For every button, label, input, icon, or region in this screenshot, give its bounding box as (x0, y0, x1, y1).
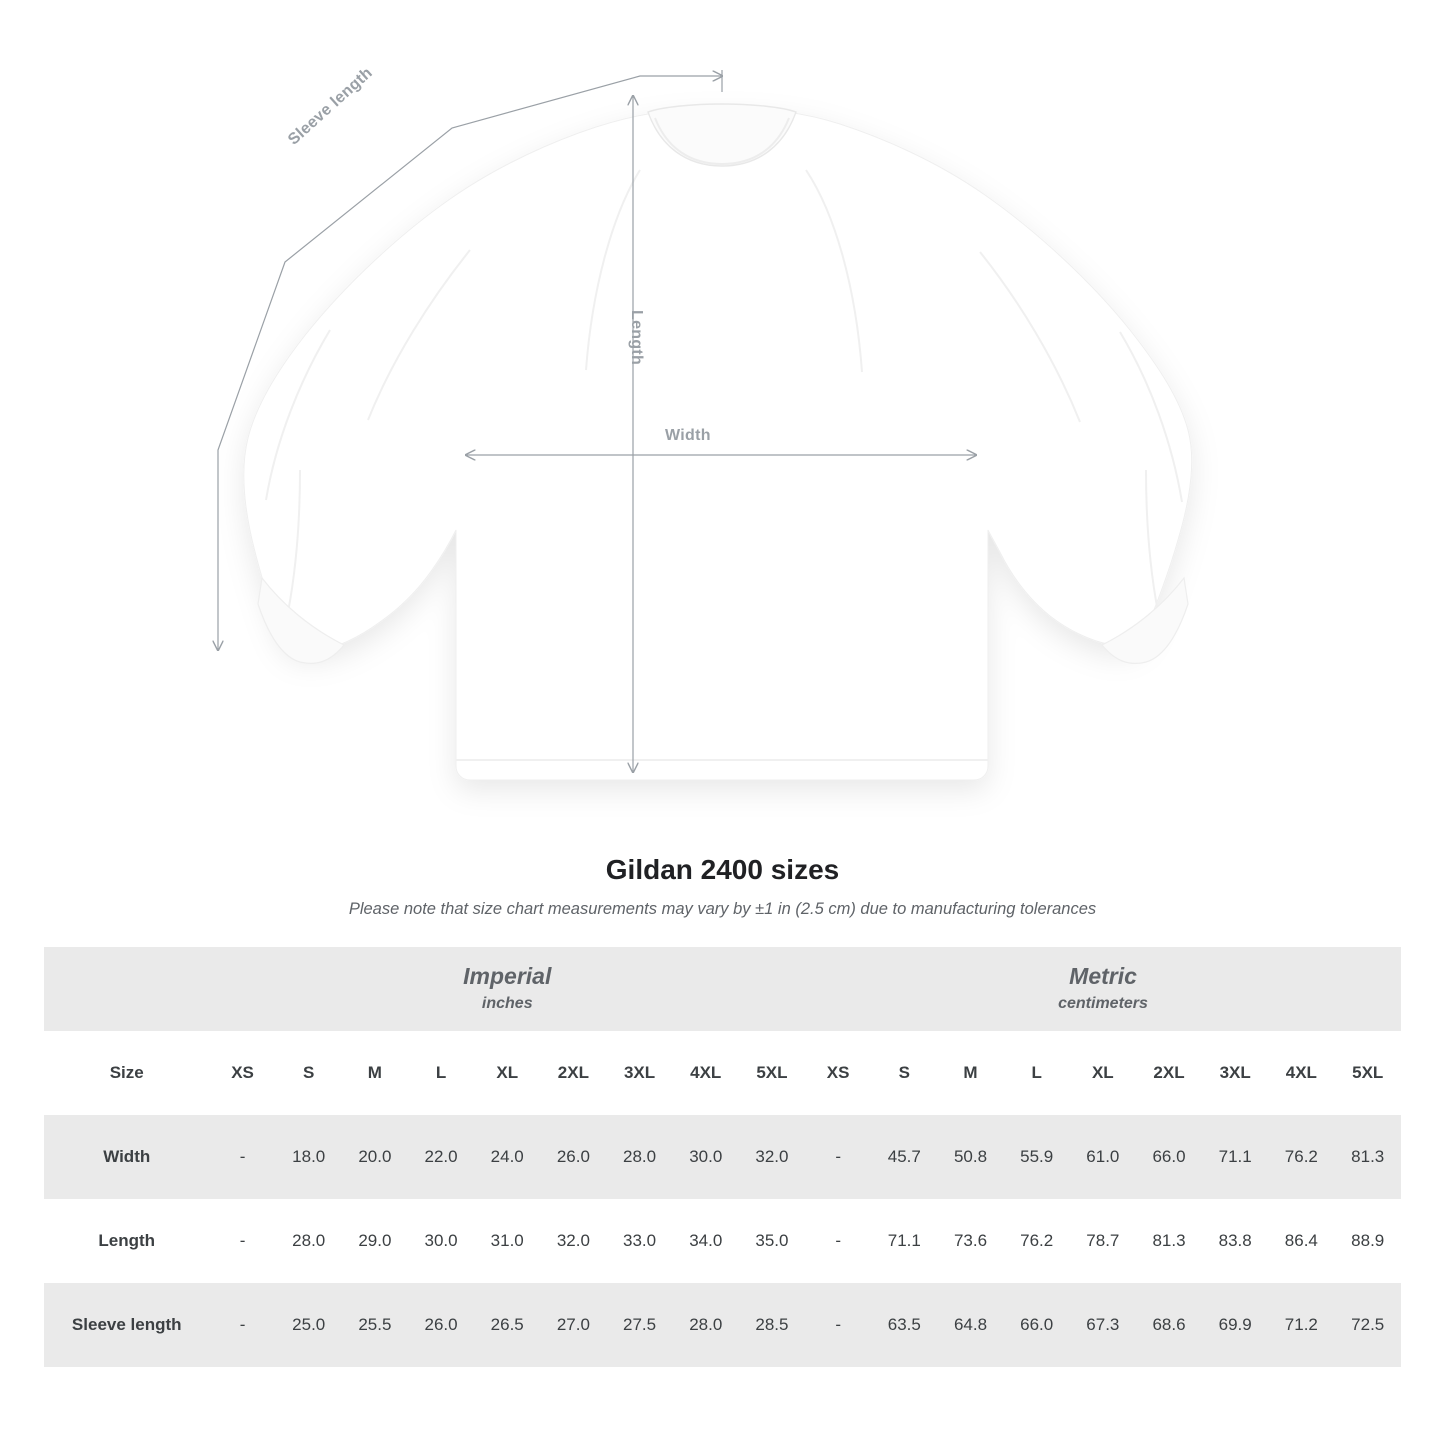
table-cell: - (209, 1115, 275, 1199)
unit-group-imperial-sub: inches (481, 994, 533, 1012)
size-header-cell: 5XL (739, 1031, 805, 1115)
table-cell: 27.0 (540, 1283, 606, 1367)
size-header-cell: XS (805, 1031, 871, 1115)
size-header-cell: 5XL (1334, 1031, 1401, 1115)
row-label-sleeve-length: Sleeve length (44, 1283, 209, 1367)
size-header-cell: S (276, 1031, 342, 1115)
table-cell: 71.1 (871, 1199, 937, 1283)
unit-group-row (44, 947, 1401, 1031)
table-cell: 28.5 (739, 1283, 805, 1367)
table-cell: 25.0 (276, 1283, 342, 1367)
unit-row-spacer (44, 947, 209, 1031)
width-dimension-label: Width (665, 427, 711, 444)
table-cell: 30.0 (408, 1199, 474, 1283)
table-cell: 78.7 (1070, 1199, 1136, 1283)
unit-group-imperial-name: Imperial (463, 962, 552, 989)
table-cell: 35.0 (739, 1199, 805, 1283)
sleeve-length-dimension-label: Sleeve length (285, 64, 376, 149)
size-table (44, 947, 1401, 1367)
table-cell: 66.0 (1136, 1115, 1202, 1199)
table-cell: 20.0 (342, 1115, 408, 1199)
table-cell: - (805, 1199, 871, 1283)
table-cell: 28.0 (673, 1283, 739, 1367)
table-cell: 22.0 (408, 1115, 474, 1199)
table-cell: 31.0 (474, 1199, 540, 1283)
table-cell: 81.3 (1136, 1199, 1202, 1283)
table-cell: 67.3 (1070, 1283, 1136, 1367)
page-title: Gildan 2400 sizes (605, 854, 840, 885)
row-label-length: Length (44, 1199, 209, 1283)
table-cell: 68.6 (1136, 1283, 1202, 1367)
table-cell: 33.0 (606, 1199, 672, 1283)
size-header-cell: XS (209, 1031, 275, 1115)
table-row (44, 1199, 1401, 1283)
table-cell: 76.2 (1268, 1115, 1334, 1199)
size-header-cell: 4XL (1268, 1031, 1334, 1115)
unit-group-metric-name: Metric (1069, 962, 1137, 989)
table-cell: 24.0 (474, 1115, 540, 1199)
size-header-cell: 3XL (606, 1031, 672, 1115)
unit-group-metric-sub: centimeters (1058, 994, 1148, 1012)
table-cell: 50.8 (937, 1115, 1003, 1199)
size-header-cell: 4XL (673, 1031, 739, 1115)
table-row (44, 1115, 1401, 1199)
table-cell: 64.8 (937, 1283, 1003, 1367)
unit-group-imperial (209, 947, 805, 1031)
size-header-cell: M (342, 1031, 408, 1115)
row-label-width: Width (44, 1115, 209, 1199)
size-header-cell: L (408, 1031, 474, 1115)
table-cell: 88.9 (1334, 1199, 1401, 1283)
table-cell: - (209, 1283, 275, 1367)
table-cell: 32.0 (540, 1199, 606, 1283)
size-header-label: Size (44, 1031, 209, 1115)
table-cell: 71.2 (1268, 1283, 1334, 1367)
table-cell: 86.4 (1268, 1199, 1334, 1283)
size-header-row (44, 1031, 1401, 1115)
table-cell: 72.5 (1334, 1283, 1401, 1367)
table-cell: - (805, 1283, 871, 1367)
unit-group-metric (805, 947, 1401, 1031)
table-cell: 28.0 (276, 1199, 342, 1283)
table-cell: 71.1 (1202, 1115, 1268, 1199)
table-cell: 29.0 (342, 1199, 408, 1283)
table-cell: 83.8 (1202, 1199, 1268, 1283)
table-cell: 69.9 (1202, 1283, 1268, 1367)
table-cell: 26.0 (408, 1283, 474, 1367)
table-cell: - (209, 1199, 275, 1283)
table-cell: 26.0 (540, 1115, 606, 1199)
size-header-cell: L (1004, 1031, 1070, 1115)
table-cell: 26.5 (474, 1283, 540, 1367)
size-table-wrapper (0, 947, 1445, 1367)
size-header-cell: XL (474, 1031, 540, 1115)
table-row (44, 1283, 1401, 1367)
table-cell: 18.0 (276, 1115, 342, 1199)
tolerance-note: Please note that size chart measurements may vary by ±1 in (2.5 cm) due to manufacturing tolerances (348, 900, 1097, 918)
table-cell: 81.3 (1334, 1115, 1401, 1199)
table-cell: 45.7 (871, 1115, 937, 1199)
size-header-cell: 3XL (1202, 1031, 1268, 1115)
size-header-cell: S (871, 1031, 937, 1115)
table-cell: 32.0 (739, 1115, 805, 1199)
table-cell: 30.0 (673, 1115, 739, 1199)
table-cell: 73.6 (937, 1199, 1003, 1283)
table-cell: 34.0 (673, 1199, 739, 1283)
table-cell: 55.9 (1004, 1115, 1070, 1199)
size-header-cell: 2XL (540, 1031, 606, 1115)
table-cell: 76.2 (1004, 1199, 1070, 1283)
table-cell: 61.0 (1070, 1115, 1136, 1199)
length-dimension-label: Length (628, 310, 645, 366)
table-cell: 28.0 (606, 1115, 672, 1199)
title-block (0, 854, 1445, 919)
table-cell: 25.5 (342, 1283, 408, 1367)
size-header-cell: M (937, 1031, 1003, 1115)
table-cell: 66.0 (1004, 1283, 1070, 1367)
shirt-body-shape (244, 108, 1192, 780)
table-cell: 27.5 (606, 1283, 672, 1367)
size-header-cell: 2XL (1136, 1031, 1202, 1115)
table-cell: 63.5 (871, 1283, 937, 1367)
table-cell: - (805, 1115, 871, 1199)
size-header-cell: XL (1070, 1031, 1136, 1115)
